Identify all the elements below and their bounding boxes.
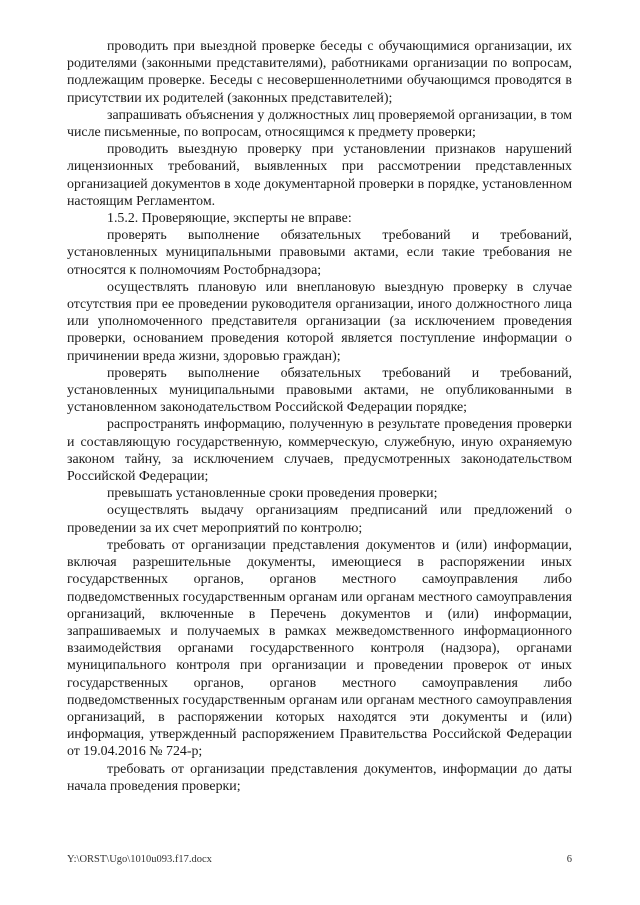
- paragraph-issue-orders: осуществлять выдачу организациям предписаний или предложений о проведении за их счет мероприятий по контролю;: [67, 503, 572, 536]
- paragraph-disclose-information: распространять информацию, полученную в результате проведения проверки и составляющую государственную, коммерческую, служебную, иную охраняемую законом тайну, за исключением случаев, предусмотренных законодательством Российской Федерации;: [67, 417, 572, 485]
- footer-file-path: Y:\ORST\Ugo\1010u093.f17.docx: [67, 854, 212, 865]
- paragraph-check-requirements: проверять выполнение обязательных требований и требований, установленных муниципальными правовыми актами, если такие требования не относятся к полномочиям Ростобрнадзора;: [67, 228, 572, 278]
- paragraph-require-documents: требовать от организации представления документов и (или) информации, включая разрешительные документы, имеющиеся в распоряжении иных государственных органов, органов местного самоуправления либо подведомственных государственным органам или органам местного самоуправления организаций, включенные в Перечень документов и (или) информации, запрашиваемых и получаемых в рамках межведомственного информационного взаимодействия органами государственного контроля (надзора), органами муниципального контроля при организации и проведении проверок от иных государственных органов, органов местного самоуправления либо подведомственных государственным органам или органам местного самоуправления организаций, в распоряжении которых находятся эти документы и (или) информация, утвержденный распоряжением Правительства Российской Федерации от 19.04.2016 № 724-р;: [67, 537, 572, 760]
- paragraph-require-before-start: требовать от организации представления документов, информации до даты начала проведения проверки;: [67, 761, 572, 794]
- paragraph-explanations: запрашивать объяснения у должностных лиц проверяемой организации, в том числе письменные, по вопросам, относящимся к предмету проверки;: [67, 107, 572, 141]
- page-number: 6: [566, 854, 572, 865]
- section-heading-1-5-2: 1.5.2. Проверяющие, эксперты не вправе:: [107, 211, 352, 227]
- document-page: [67, 38, 572, 795]
- paragraph-unpublished-acts: проверять выполнение обязательных требований и требований, установленных муниципальными правовыми актами, не опубликованными в установленном законодательством Российской Федерации порядке;: [67, 365, 572, 416]
- paragraph-exceed-deadlines: превышать установленные сроки проведения проверки;: [107, 486, 438, 502]
- paragraph-onsite-inspection: проводить выездную проверку при установлении признаков нарушений лицензионных требований, выявленных при рассмотрении представленных организацией документов в ходе документарной проверки в порядке, установленном настоящим Регламентом.: [67, 142, 572, 209]
- paragraph-conversations: проводить при выездной проверке беседы с обучающимися организации, их родителями (законными представителями), работниками организации по вопросам, подлежащим проверке. Беседы с несовершеннолетними обучающимся проводятся в присутствии их родителей (законных представителей);: [67, 39, 572, 106]
- paragraph-absence-of-head: осуществлять плановую или внеплановую выездную проверку в случае отсутствия при ее проведении руководителя организации, иного должностного лица или уполномоченного представителя организации (за исключением проведения проверки, основанием проведения которой является поступление информации о причинении вреда жизни, здоровью граждан);: [67, 279, 572, 364]
